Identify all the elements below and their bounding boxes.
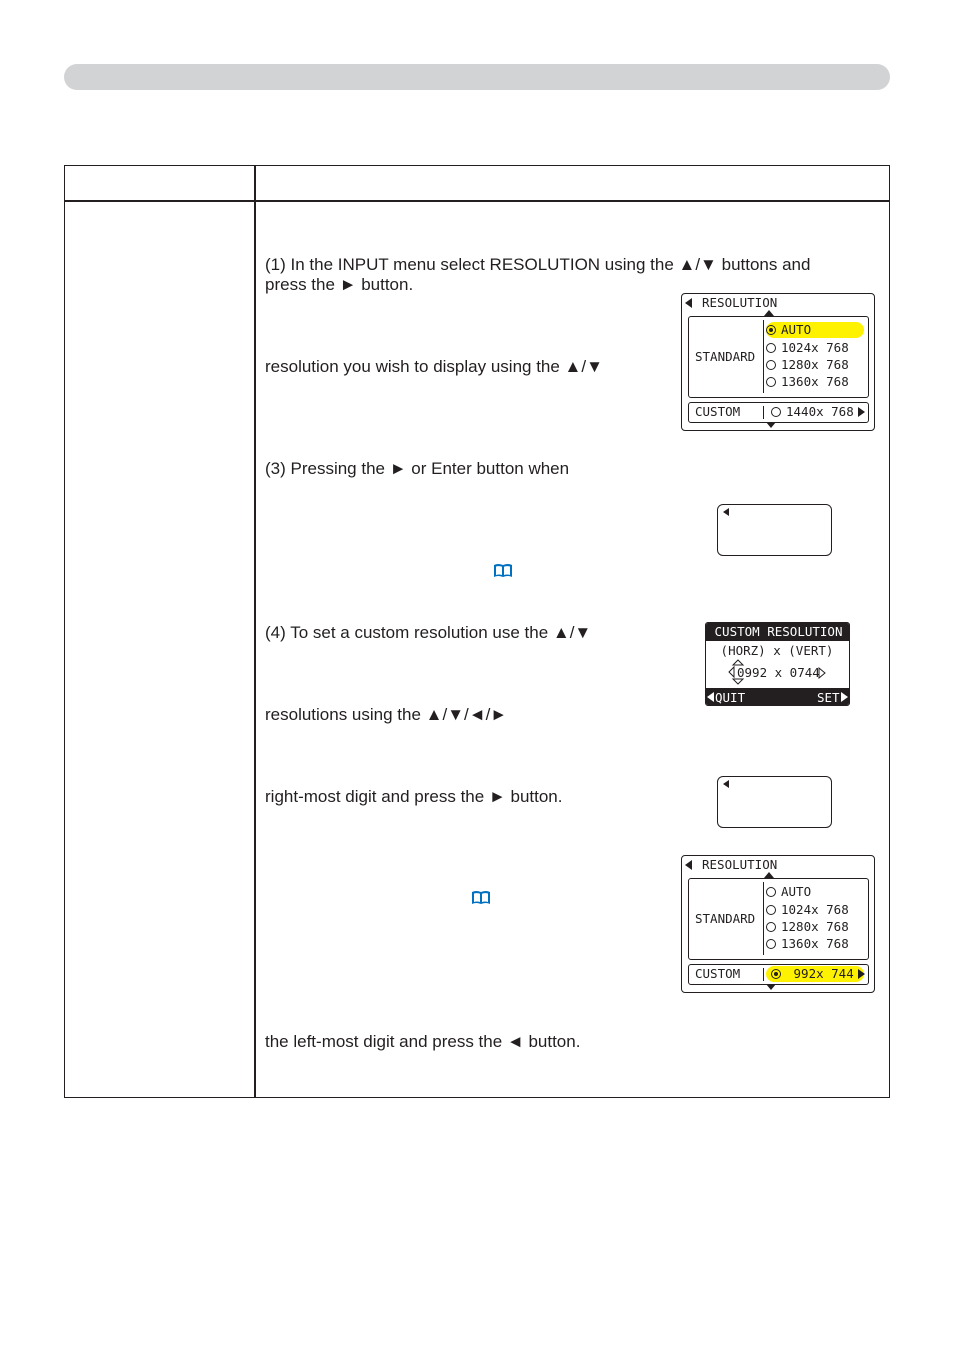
radio-icon — [766, 905, 776, 915]
option-label: 1440x 768 — [786, 404, 854, 419]
option-1280[interactable] — [766, 919, 849, 935]
menu-title: RESOLUTION — [702, 295, 778, 310]
scroll-down-icon — [766, 422, 776, 428]
scroll-down-icon — [766, 984, 776, 990]
standard-label: STANDARD — [695, 911, 756, 926]
radio-selected-icon — [771, 969, 781, 979]
option-label: AUTO — [781, 322, 812, 337]
group-divider — [763, 320, 764, 393]
book-icon[interactable] — [471, 890, 491, 906]
custom-option[interactable] — [766, 966, 864, 982]
next-digit-icon[interactable] — [818, 667, 826, 679]
option-label: AUTO — [781, 884, 812, 899]
forward-arrow-icon[interactable] — [858, 407, 865, 417]
menu-title: RESOLUTION — [702, 857, 778, 872]
row-divider — [763, 968, 764, 981]
table-column-divider — [254, 165, 256, 1098]
custom-label: CUSTOM — [695, 404, 741, 419]
forward-arrow-icon[interactable] — [858, 969, 865, 979]
option-label: 1280x 768 — [781, 919, 849, 934]
back-arrow-icon[interactable] — [723, 780, 729, 788]
last-line: the left-most digit and press the ◄ button. — [265, 1032, 581, 1051]
option-label: 1024x 768 — [781, 340, 849, 355]
back-arrow-icon[interactable] — [685, 860, 692, 870]
osd-box — [717, 504, 832, 556]
step1-line2: press the ► button. — [265, 275, 414, 294]
option-auto[interactable] — [766, 322, 864, 338]
option-1024[interactable] — [766, 340, 849, 356]
standard-group — [688, 878, 869, 960]
row-divider — [763, 406, 764, 419]
table-header-divider — [64, 200, 890, 202]
standard-label: STANDARD — [695, 349, 756, 364]
option-label: 1360x 768 — [781, 374, 849, 389]
dialog-subtitle: (HORZ) x (VERT) — [720, 643, 834, 658]
option-1024[interactable] — [766, 902, 849, 918]
dialog-title: CUSTOM RESOLUTION — [706, 623, 850, 641]
radio-icon — [766, 377, 776, 387]
radio-icon — [771, 407, 781, 417]
custom-label: CUSTOM — [695, 966, 741, 981]
back-arrow-icon[interactable] — [685, 298, 692, 308]
quit-arrow-icon[interactable] — [707, 692, 714, 702]
radio-icon — [766, 360, 776, 370]
option-auto[interactable] — [766, 884, 811, 900]
option-label: 1024x 768 — [781, 902, 849, 917]
radio-icon — [766, 922, 776, 932]
resolution-menu — [681, 293, 875, 431]
quit-button[interactable]: QUIT — [715, 690, 746, 705]
set-button[interactable]: SET — [817, 690, 840, 705]
radio-selected-icon — [766, 325, 776, 335]
custom-option[interactable] — [771, 404, 854, 420]
resolution-menu-custom — [681, 855, 875, 993]
radio-icon — [766, 939, 776, 949]
set-arrow-icon[interactable] — [841, 692, 848, 702]
resolution-value[interactable]: 0992 x 0744 — [737, 665, 820, 680]
osd-box — [717, 776, 832, 828]
standard-group — [688, 316, 869, 398]
group-divider — [763, 882, 764, 955]
option-label: 1360x 768 — [781, 936, 849, 951]
step2-line: resolution you wish to display using the ▲/▼ — [265, 357, 603, 376]
step4-line3: right-most digit and press the ► button. — [265, 787, 563, 806]
step1-line1: (1) In the INPUT menu select RESOLUTION using the ▲/▼ buttons and — [265, 255, 811, 274]
option-label: 1280x 768 — [781, 357, 849, 372]
option-1360[interactable] — [766, 936, 849, 952]
step3-line: (3) Pressing the ► or Enter button when — [265, 459, 570, 478]
back-arrow-icon[interactable] — [723, 508, 729, 516]
book-icon[interactable] — [493, 563, 513, 579]
custom-row[interactable] — [688, 964, 869, 985]
radio-icon — [766, 343, 776, 353]
custom-row[interactable] — [688, 402, 869, 423]
option-label: 992x 744 — [793, 966, 854, 981]
custom-resolution-dialog — [705, 622, 850, 706]
header-bar — [64, 64, 890, 90]
step4-line2: resolutions using the ▲/▼/◄/► — [265, 705, 508, 724]
radio-icon — [766, 887, 776, 897]
option-1360[interactable] — [766, 374, 849, 390]
step4-line: (4) To set a custom resolution use the ▲/▼ — [265, 623, 592, 642]
option-1280[interactable] — [766, 357, 849, 373]
